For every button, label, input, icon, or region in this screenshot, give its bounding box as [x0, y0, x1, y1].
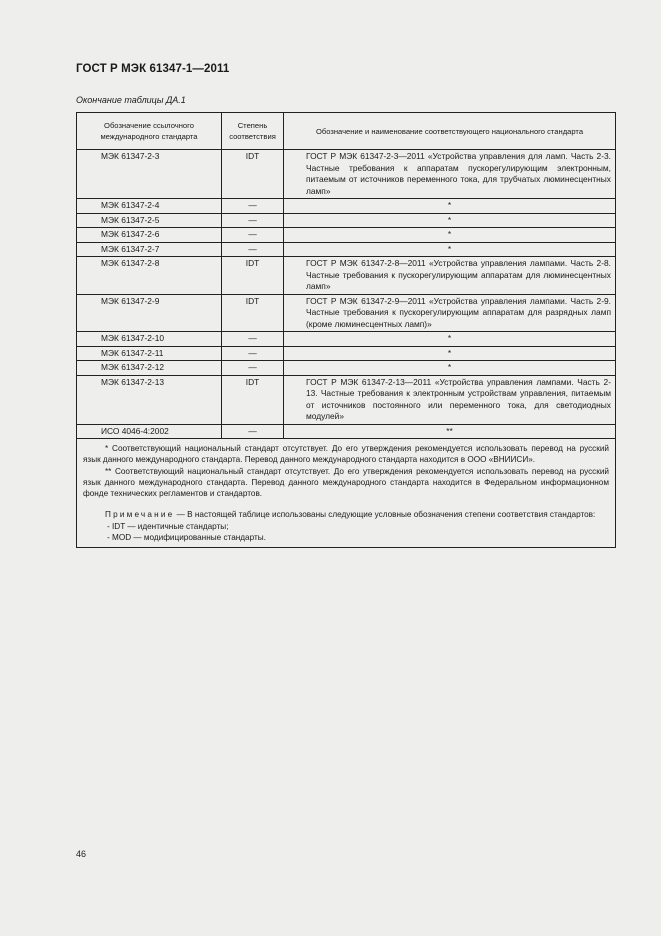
table-header-row — [77, 113, 616, 150]
degree-cell: IDT — [222, 150, 284, 199]
note-item-idt: - IDT — идентичные стандарты; — [107, 521, 229, 531]
national-text: ГОСТ Р МЭК 61347-2-8—2011 «Устройства управления лампами. Часть 2-8. Частные требования к пускорегулирующим аппаратам для люминесцентных ламп» — [306, 258, 611, 291]
national-cell — [284, 294, 616, 332]
ref-cell: МЭК 61347-2-13 — [77, 375, 222, 424]
national-cell: * — [284, 213, 616, 228]
national-cell: * — [284, 228, 616, 243]
footnotes-cell — [77, 439, 616, 548]
note-item-mod: - MOD — модифицированные стандарты. — [107, 533, 266, 543]
ref-cell: МЭК 61347-2-10 — [77, 332, 222, 347]
column-header-ref: Обозначение ссылочного международного стандарта — [77, 113, 222, 150]
table-row — [77, 213, 616, 228]
degree-cell: — — [222, 332, 284, 347]
page-number: 46 — [76, 849, 87, 859]
national-text: ГОСТ Р МЭК 61347-2-3—2011 «Устройства управления для ламп. Часть 2-3. Частные требования к аппаратам пускорегулирующим электронным, питаемым от источников переменного тока, для трубчатых люминесцентных ламп» — [306, 151, 611, 196]
table-row — [77, 242, 616, 257]
table-row — [77, 424, 616, 439]
national-text: ГОСТ Р МЭК 61347-2-13—2011 «Устройства управления лампами. Часть 2-13. Частные требования к электронным устройствам управления, питаемым от источников постоянного или переменного тока, для светодиодных модулей» — [306, 376, 611, 421]
ref-cell: МЭК 61347-2-4 — [77, 199, 222, 214]
ref-cell: ИСО 4046-4:2002 — [77, 424, 222, 439]
footnote-2: ** Соответствующий национальный стандарт отсутствует. До его утверждения рекомендуется использовать перевод на русский язык данного международного стандарта. Перевод данного международного стандарта находится в Федеральном информационном фонде технических регламентов и стандартов. — [83, 466, 609, 499]
table-row — [77, 361, 616, 376]
national-text: ГОСТ Р МЭК 61347-2-9—2011 «Устройства управления лампами. Часть 2-9. Частные требования к пускорегулирующим аппаратам для разрядных ламп (кроме люминесцентных ламп)» — [306, 295, 611, 329]
national-cell: * — [284, 199, 616, 214]
ref-cell: МЭК 61347-2-5 — [77, 213, 222, 228]
degree-cell: — — [222, 228, 284, 243]
column-header-national: Обозначение и наименование соответствующего национального стандарта — [284, 113, 616, 150]
standards-table — [76, 112, 616, 548]
table-row — [77, 199, 616, 214]
ref-cell: МЭК 61347-2-3 — [77, 150, 222, 199]
degree-cell: — — [222, 346, 284, 361]
degree-cell: — — [222, 199, 284, 214]
national-cell — [284, 375, 616, 424]
footnotes-row — [77, 439, 616, 548]
column-header-degree: Степень соответствия — [222, 113, 284, 150]
ref-cell: МЭК 61347-2-12 — [77, 361, 222, 376]
table-row — [77, 332, 616, 347]
national-cell: ** — [284, 424, 616, 439]
degree-cell: — — [222, 242, 284, 257]
footnote-1: * Соответствующий национальный стандарт отсутствует. До его утверждения рекомендуется использовать перевод на русский язык данного международного стандарта. Перевод данного международного стандарта находится в ООО «ВНИИСИ». — [83, 444, 609, 465]
table-caption: Окончание таблицы ДА.1 — [76, 95, 186, 105]
note — [83, 509, 609, 520]
ref-cell: МЭК 61347-2-7 — [77, 242, 222, 257]
ref-cell: МЭК 61347-2-8 — [77, 257, 222, 295]
table-row — [77, 228, 616, 243]
degree-cell: — — [222, 361, 284, 376]
degree-cell: IDT — [222, 294, 284, 332]
note-text: — В настоящей таблице использованы следующие условные обозначения степени соответствия стандартов: — [174, 510, 596, 520]
degree-cell: IDT — [222, 257, 284, 295]
table-row — [77, 150, 616, 199]
table-row — [77, 346, 616, 361]
table-row — [77, 375, 616, 424]
national-cell: * — [284, 242, 616, 257]
degree-cell: — — [222, 213, 284, 228]
ref-cell: МЭК 61347-2-9 — [77, 294, 222, 332]
note-label: Примечание — [105, 510, 175, 520]
ref-cell: МЭК 61347-2-11 — [77, 346, 222, 361]
degree-cell: — — [222, 424, 284, 439]
ref-cell: МЭК 61347-2-6 — [77, 228, 222, 243]
national-cell: * — [284, 361, 616, 376]
table-row — [77, 257, 616, 295]
national-cell: * — [284, 332, 616, 347]
national-cell — [284, 257, 616, 295]
degree-cell: IDT — [222, 375, 284, 424]
document-header: ГОСТ Р МЭК 61347-1—2011 — [76, 63, 230, 75]
national-cell — [284, 150, 616, 199]
table-row — [77, 294, 616, 332]
national-cell: * — [284, 346, 616, 361]
